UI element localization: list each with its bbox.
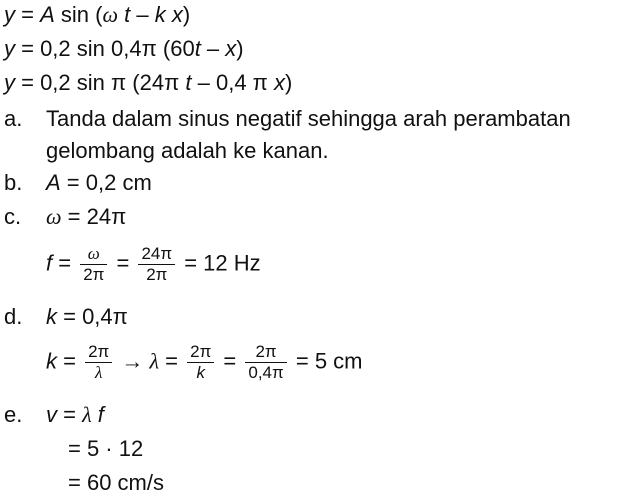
eq2-x: x <box>225 36 237 61</box>
item-d-label: d. <box>4 304 23 329</box>
item-d-k <box>46 304 128 330</box>
item-c-result: = 12 Hz <box>178 250 261 276</box>
eq2-body: = 0,2 sin 0,4π (60 <box>15 36 195 61</box>
eq2-minus: – <box>200 36 226 61</box>
eq1-amplitude: A <box>40 2 55 27</box>
item-c-frequency <box>46 244 261 285</box>
item-d-k2: k <box>46 348 57 374</box>
item-d-eq1: = <box>57 348 83 374</box>
item-b-value: = 0,2 cm <box>60 170 152 195</box>
item-d-frac2-den: k <box>196 363 205 382</box>
eq3-close: ) <box>284 70 293 95</box>
item-c-label: c. <box>4 204 22 229</box>
item-e-v: v <box>46 402 57 427</box>
equation-general <box>4 2 190 28</box>
eq1-y: y <box>4 2 15 27</box>
item-c-omega-symbol: ω <box>46 204 62 229</box>
item-e-label: e. <box>4 402 23 427</box>
item-b-A: A <box>46 170 61 195</box>
item-d-eq2: = <box>159 348 185 374</box>
eq1-close: ) <box>182 2 191 27</box>
item-d-frac1-den: λ <box>94 363 103 382</box>
eq1-t: t <box>124 2 131 27</box>
item-d-frac2 <box>187 342 214 383</box>
item-e-lambda: λ <box>82 402 92 427</box>
eq1-minus: – <box>130 2 155 27</box>
item-d-k-symbol: k <box>46 304 57 329</box>
item-a-line2: gelombang adalah ke kanan. <box>46 138 329 163</box>
item-a-line1: Tanda dalam sinus negatif sehingga arah perambatan <box>46 106 571 131</box>
item-d-frac3-den: 0,4π <box>248 363 284 382</box>
eq3-body: = 0,2 sin π (24π <box>15 70 186 95</box>
eq1-equals: = <box>15 2 41 27</box>
item-c-frac1 <box>80 244 107 285</box>
eq2-y: y <box>4 36 15 61</box>
item-a-label: a. <box>4 106 23 131</box>
eq3-t: t <box>185 70 192 95</box>
item-d-wavelength <box>46 342 363 383</box>
equation-given <box>4 36 244 62</box>
eq2-t: t <box>194 36 201 61</box>
item-c-f: f <box>46 250 53 276</box>
eq3-body2: – 0,4 π <box>191 70 274 95</box>
arrow-right-icon: → <box>115 348 150 374</box>
item-c-frac1-num: ω <box>80 244 107 265</box>
item-d-frac3-num: 2π <box>245 342 286 363</box>
item-d-frac3 <box>245 342 286 383</box>
item-c-eq1: = <box>52 250 78 276</box>
eq3-x: x <box>273 70 285 95</box>
item-c-omega-value: = 24π <box>61 204 127 229</box>
item-e-f: f <box>97 402 104 427</box>
item-e-step1: = 5 · 12 <box>68 436 144 461</box>
item-d-lambda: λ <box>149 348 160 374</box>
equation-simplified <box>4 70 292 96</box>
eq3-y: y <box>4 70 15 95</box>
item-c-frac2-num: 24π <box>138 244 175 265</box>
eq2-close: ) <box>236 36 244 61</box>
item-d-eq3: = <box>217 348 243 374</box>
item-b-label: b. <box>4 170 23 195</box>
item-c-frac2 <box>138 244 175 285</box>
eq1-omega: ω <box>102 2 118 27</box>
item-e-eq: = <box>57 402 83 427</box>
item-d-frac1 <box>85 342 112 383</box>
eq1-k: k <box>154 2 166 27</box>
eq1-sin: sin ( <box>54 2 103 27</box>
item-e-step2: = 60 cm/s <box>68 470 164 495</box>
item-c-eq2: = <box>110 250 136 276</box>
item-d-frac2-num: 2π <box>187 342 214 363</box>
item-d-result: = 5 cm <box>289 348 363 374</box>
item-d-frac1-num: 2π <box>85 342 112 363</box>
item-c-frac2-den: 2π <box>146 265 168 284</box>
item-c-omega <box>46 204 126 230</box>
eq1-x: x <box>171 2 183 27</box>
item-b-amplitude <box>46 170 152 196</box>
item-e-velocity <box>46 402 104 428</box>
item-c-frac1-den: 2π <box>83 265 105 284</box>
item-d-k-value: = 0,4π <box>57 304 128 329</box>
